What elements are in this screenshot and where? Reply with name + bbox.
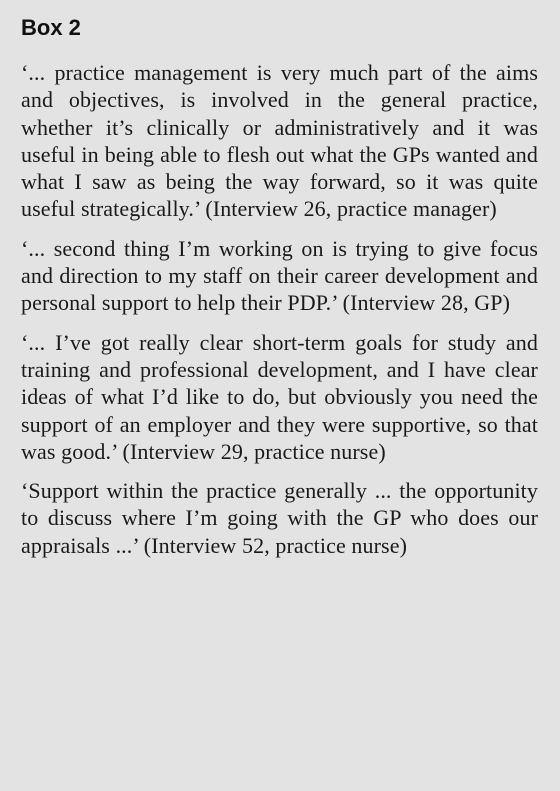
quote-2 (21, 235, 538, 317)
quote-text: ‘... second thing I’m working on is trying to give focus and direction to my staff on their career development and personal support to help their PDP.’ (21, 235, 538, 316)
quote-4 (21, 477, 538, 559)
quote-attribution: (Interview 28, GP) (342, 290, 511, 316)
quote-attribution: (Interview 26, practice manager) (205, 196, 497, 222)
quote-attribution: (Interview 29, practice nurse) (122, 438, 386, 464)
quote-attribution: (Interview 52, practice nurse) (143, 532, 407, 558)
quote-text: ‘... I’ve got really clear short-term goals for study and training and professional development, and I have clear ideas of what I’d like to do, but obviously you need the support of an employer and they were supportive, so that was good.’ (21, 329, 538, 464)
box-title: Box 2 (21, 15, 81, 40)
quote-text: ‘... practice management is very much part of the aims and objectives, is involved in the general practice, whether it’s clinically or administratively and it was useful in being able to flesh out what the GPs wanted and what I saw as being the way forward, so it was quite useful strategically.’ (21, 60, 538, 222)
quote-1 (21, 59, 538, 223)
quote-3 (21, 329, 538, 465)
quote-text: ‘Support within the practice generally ... the opportunity to discuss where I’m going with the GP who does our appraisals ...’ (21, 478, 538, 558)
